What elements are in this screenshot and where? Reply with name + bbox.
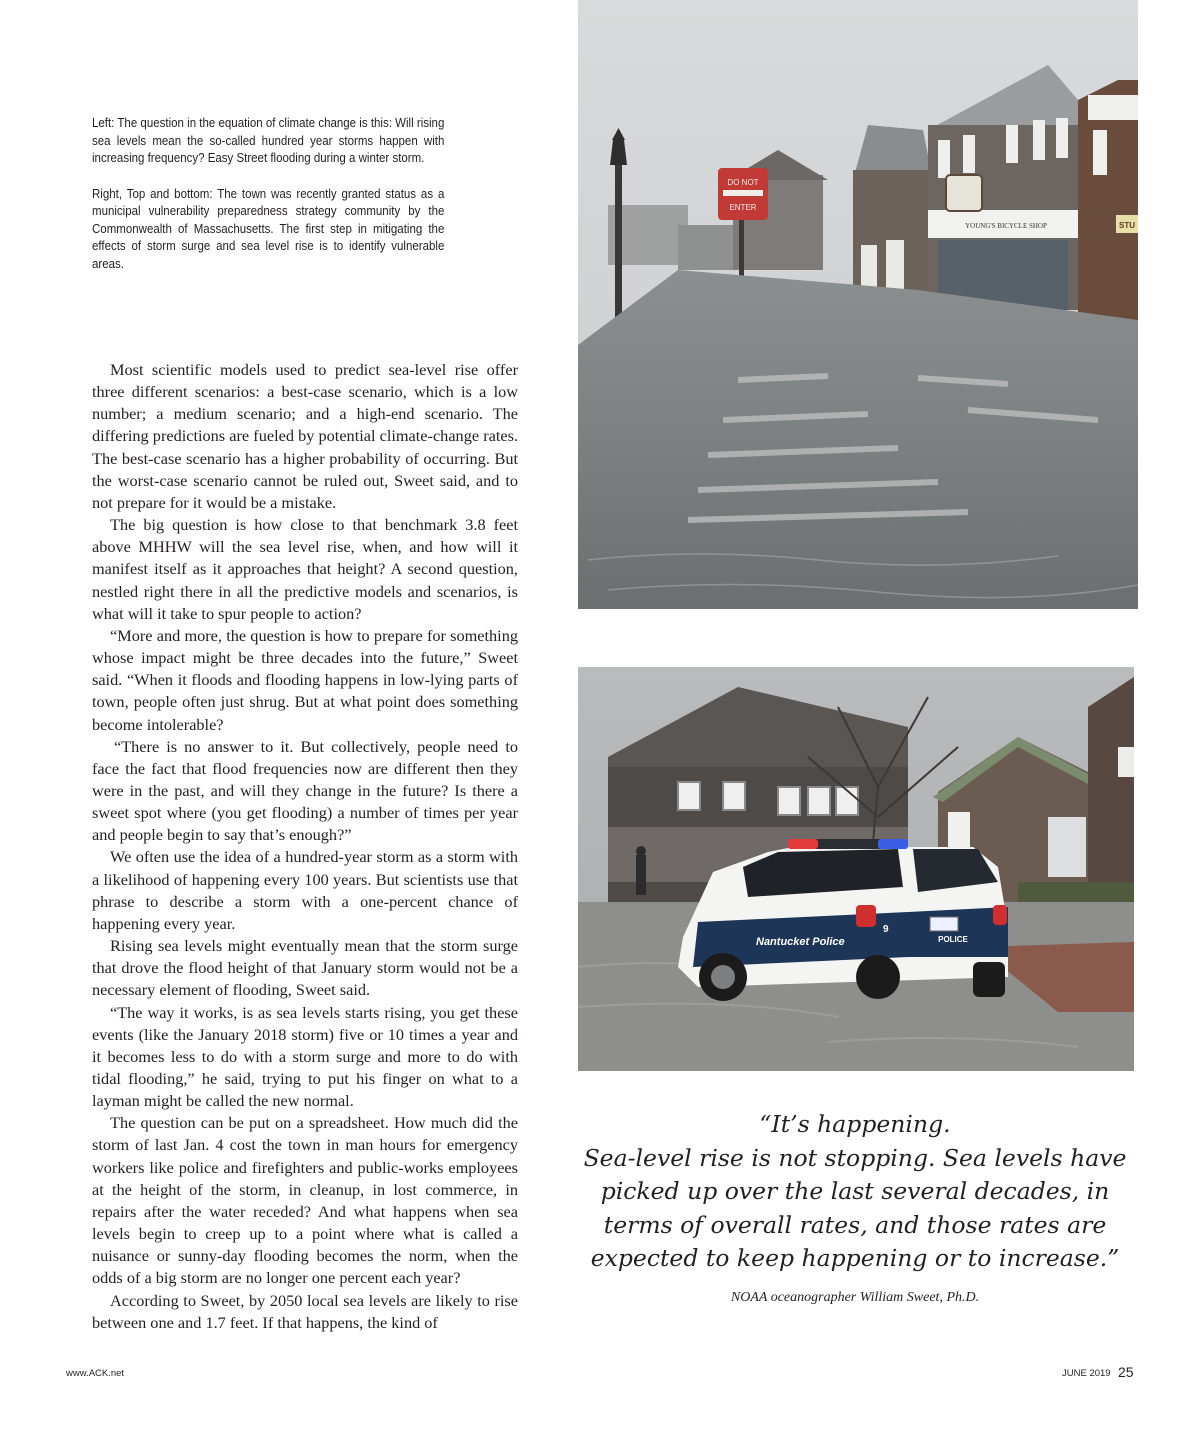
flooded-street-illustration [578, 0, 1138, 609]
article-paragraph: According to Sweet, by 2050 local sea levels are likely to rise between one and 1.7 feet. If that happens, the kind of [92, 1290, 518, 1332]
shop-sign: YOUNG'S BICYCLE SHOP [965, 222, 1047, 230]
unit-number: 9 [883, 924, 889, 935]
caption-left: Left: The question in the equation of climate change is this: Will rising sea levels mean the so-called hundred year storms happen with increasing frequency? Easy Street flooding during a winter storm. [92, 116, 445, 165]
pull-quote-line: picked up over the last several decades, in [600, 1177, 1110, 1205]
pull-quote-line: “It’s happening. [759, 1110, 951, 1138]
article-paragraph: The big question is how close to that benchmark 3.8 feet above MHHW will the sea level rise, when, and how will it manifest itself as it approaches that height? A second question, nestled right there in all the predictive models and scenarios, is what will it take to spur people to action? [92, 515, 518, 623]
police-car-illustration [578, 667, 1134, 1071]
pull-quote-line: Sea-level rise is not stopping. Sea levels have [583, 1143, 1127, 1172]
article-paragraph: Rising sea levels might eventually mean that the storm surge that drove the flood height of that January storm would not be a necessary element of flooding, Sweet said. [92, 936, 518, 1000]
do-not-enter-sign-bottom: ENTER [729, 203, 757, 212]
edge-sign: STU [1119, 221, 1135, 230]
pull-quote-attribution: NOAA oceanographer William Sweet, Ph.D. [730, 1290, 980, 1305]
pull-quote [580, 1108, 1130, 1276]
pull-quote-line: expected to keep happening or to increase.” [590, 1244, 1120, 1272]
police-car-photo [578, 667, 1134, 1071]
article-paragraph: We often use the idea of a hundred-year storm as a storm with a likelihood of happening every 100 years. But scientists use that phrase to describe a storm with a one-percent chance of happening every year. [92, 847, 518, 933]
footer-url: www.ACK.net [66, 1368, 125, 1379]
do-not-enter-sign-top: DO NOT [727, 178, 759, 187]
article-paragraph: “More and more, the question is how to prepare for something whose impact might be three decades into the future,” Sweet said. “When it floods and flooding happens in low-lying parts of town, people often just shrug. But at what point does something become intolerable? [92, 625, 518, 734]
article-paragraph: The question can be put on a spreadsheet. How much did the storm of last Jan. 4 cost the town in man hours for emergency workers like police and firefighters and public-works employees at the height of the storm, in cleanup, in lost commerce, in repairs after the water receded? And what happens when sea levels begin to creep up to a point where what is called a nuisance or sunny-day flooding becomes the norm, when the odds of a big storm are no longer one percent each year? [92, 1113, 518, 1288]
article-body [92, 359, 518, 1334]
footer-issue: JUNE 2019 [1062, 1368, 1111, 1379]
article-paragraph: Most scientific models used to predict sea-level rise offer three different scenarios: a best-case scenario, which is a low number; a medium scenario; and a high-end scenario. The differing predictions are fueled by potential climate-change rates. The best-case scenario has a higher probability of occurring. But the worst-case scenario cannot be ruled out, Sweet said, and to not prepare for it would be a mistake. [92, 360, 518, 512]
page-number: 25 [1118, 1364, 1134, 1380]
photo-caption [92, 115, 444, 291]
caption-right: Right, Top and bottom: The town was recently granted status as a municipal vulnerability preparedness strategy community by the Commonwealth of Massachusetts. The first step in mitigating the effects of storm surge and sea level rise is to identify vulnerable areas. [92, 186, 445, 271]
pull-quote-line: terms of overall rates, and those rates are [603, 1210, 1107, 1239]
police-rear-text: POLICE [938, 935, 968, 944]
article-paragraph: “There is no answer to it. But collectively, people need to face the fact that flood frequencies now are different then they were in the past, and will they change in the future? Is there a sweet spot where (you get flooding) a number of times per year and people begin to say that’s enough?” [92, 736, 518, 845]
article-paragraph: “The way it works, is as sea levels starts rising, you get these events (like the January 2018 storm) five or 10 times a year and it becomes less to do with a storm surge and more to do with tidal flooding,” he said, trying to put his finger on what to a layman might be called the new normal. [92, 1002, 518, 1111]
police-door-text: Nantucket Police [756, 936, 845, 948]
flooded-street-photo [578, 0, 1138, 609]
